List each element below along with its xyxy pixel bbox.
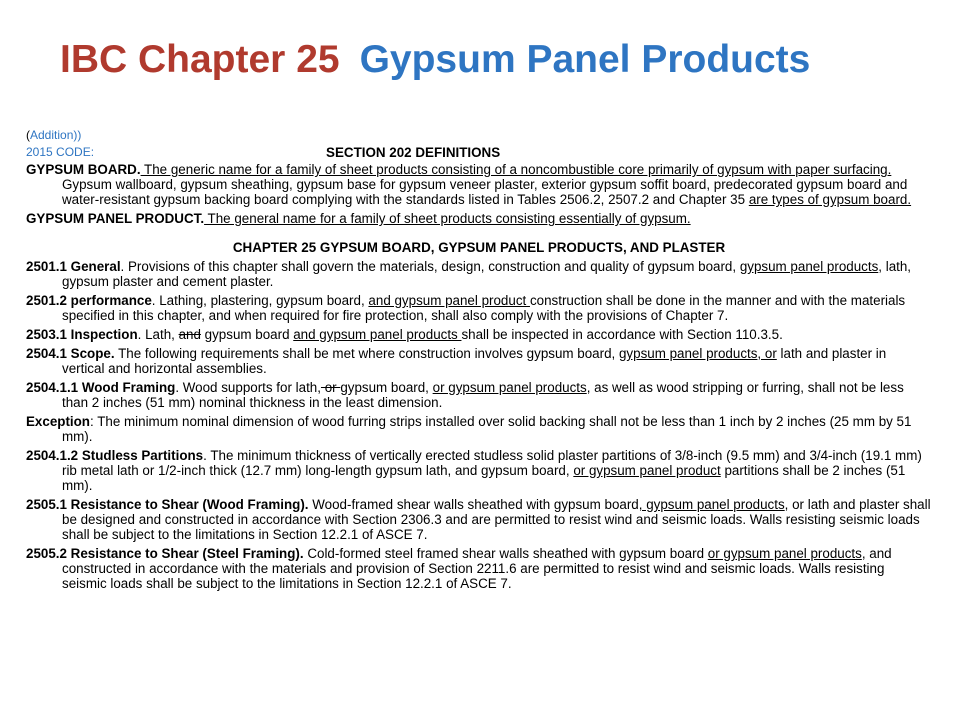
section-2504-1-2: 2504.1.2 Studless Partitions. The minimum thickness of vertically erected studless solid plaster partitions of 3/8-inch (9.5 mm) and 3/4-inch (19.1 mm) rib metal lath or 1/2-inch thick (12.7 mm) long-length gypsum lath, and gypsum board, or gypsum panel product partitions shall be 2 inches (51 mm). <box>26 448 922 493</box>
section-2504-1-1: 2504.1.1 Wood Framing. Wood supports for lath, or gypsum board, or gypsum panel products, as well as wood stripping or furring, shall not be less than 2 inches (51 mm) nominal thickness in the least dimension. <box>26 380 904 410</box>
section-2503-1: 2503.1 Inspection. Lath, and gypsum board and gypsum panel products shall be inspected in accordance with Section 110.3.5. <box>26 327 783 342</box>
title-topic: Gypsum Panel Products <box>359 38 811 81</box>
code-label: 2015 CODE: <box>26 145 95 159</box>
section-2505-2: 2505.2 Resistance to Shear (Steel Framing). Cold-formed steel framed shear walls sheathed with gypsum board or gypsum panel products, and constructed in accordance with the materials and provision of Section 2211.6 are permitted to resist wind and seismic loads. Walls resisting seismic loads shall be subject to the limitations in Section 12.2.1 of ASCE 7. <box>26 546 892 591</box>
document-body <box>26 128 932 595</box>
exception: Exception: The minimum nominal dimension of wood furring strips installed over solid backing shall not be less than 1 inch by 2 inches (25 mm by 51 mm). <box>26 414 912 444</box>
definition-gypsum-board: GYPSUM BOARD. The generic name for a family of sheet products consisting of a noncombustible core primarily of gypsum with paper surfacing. Gypsum wallboard, gypsum sheathing, gypsum base for gypsum veneer plaster, exterior gypsum soffit board, predecorated gypsum board and water-resistant gypsum backing board complying with the standards listed in Tables 2506.2, 2507.2 and Chapter 35 are types of gypsum board. <box>26 162 912 207</box>
section-2504-1: 2504.1 Scope. The following requirements shall be met where construction involves gypsum board, gypsum panel products, or lath and plaster in vertical and horizontal assemblies. <box>26 346 887 376</box>
definition-gypsum-panel-product: GYPSUM PANEL PRODUCT. The general name for a family of sheet products consisting essentially of gypsum. <box>26 211 691 226</box>
section-2505-1: 2505.1 Resistance to Shear (Wood Framing). Wood-framed shear walls sheathed with gypsum board, gypsum panel products, or lath and plaster shall be designed and constructed in accordance with Section 2306.3 and are permitted to resist wind and seismic loads. Walls resisting seismic loads shall be subject to the limitations in Section 12.2.1 of ASCE 7. <box>26 497 931 542</box>
title-chapter: IBC Chapter 25 <box>60 38 340 81</box>
code-row <box>26 145 932 160</box>
chapter-heading: CHAPTER 25 GYPSUM BOARD, GYPSUM PANEL PRODUCTS, AND PLASTER <box>232 240 726 255</box>
addition-note: (Addition)) <box>26 128 82 142</box>
section-heading: SECTION 202 DEFINITIONS <box>326 145 501 160</box>
section-2501-1: 2501.1 General. Provisions of this chapter shall govern the materials, design, construction and quality of gypsum board, gypsum panel products, lath, gypsum plaster and cement plaster. <box>26 259 912 289</box>
section-2501-2: 2501.2 performance. Lathing, plastering, gypsum board, and gypsum panel product construction shall be done in the manner and with the materials specified in this chapter, and when required for fire protection, shall also comply with the provisions of Chapter 7. <box>26 293 906 323</box>
page-title <box>60 38 810 82</box>
